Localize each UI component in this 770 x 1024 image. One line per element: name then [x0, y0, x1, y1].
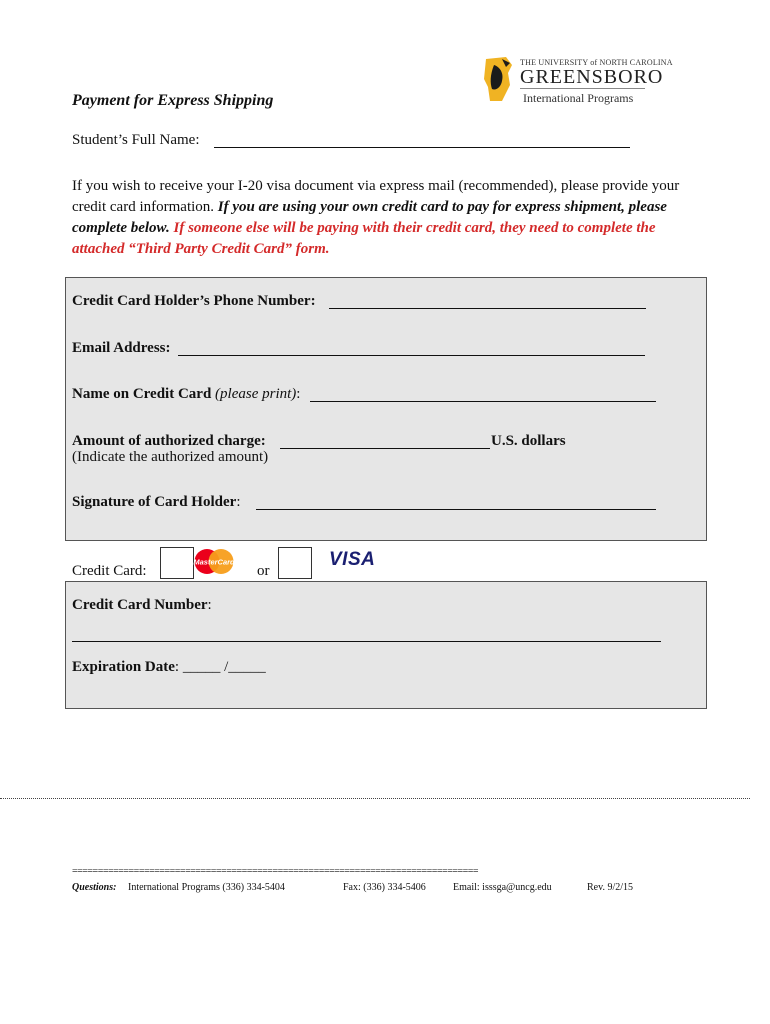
- dotted-divider: [0, 798, 750, 799]
- footer-questions-label: Questions:: [72, 882, 117, 893]
- logo-greensboro-text: GREENSBORO: [520, 66, 664, 88]
- amount-note: (Indicate the authorized amount): [72, 449, 269, 465]
- spartan-head-icon: [480, 55, 516, 105]
- student-name-row: [72, 132, 200, 149]
- intro-paragraph: [72, 176, 682, 260]
- name-on-card-label: Name on Credit Card: [72, 386, 212, 402]
- student-name-field[interactable]: [214, 147, 630, 148]
- expiration-row: [72, 659, 266, 676]
- intro-red-text: If someone else will be paying with their credit card, they need to complete the attached “Third Party Credit Card” form.: [72, 220, 656, 257]
- or-label: or: [257, 563, 270, 579]
- intro-bold-text: If you are using your own credit card to pay for express shipment, please complete below.: [72, 199, 667, 236]
- signature-row: [72, 494, 240, 511]
- name-on-card-row: [72, 386, 300, 403]
- visa-logo-text: VISA: [329, 549, 376, 570]
- footer-revision: Rev. 9/2/15: [587, 882, 634, 893]
- card-number-label: Credit Card Number: [72, 597, 208, 613]
- card-number-row: [72, 597, 212, 614]
- amount-field[interactable]: [280, 448, 490, 449]
- name-on-card-colon: :: [296, 386, 301, 402]
- name-on-card-field[interactable]: [310, 401, 656, 402]
- signature-field[interactable]: [256, 509, 656, 510]
- uncg-logo: [480, 55, 673, 105]
- signature-colon: :: [236, 494, 241, 510]
- phone-field[interactable]: [329, 308, 646, 309]
- logo-department-text: International Programs: [523, 91, 634, 105]
- form-title: Payment for Express Shipping: [72, 92, 274, 109]
- mastercard-logo-icon: [193, 548, 235, 575]
- expiration-label: Expiration Date: [72, 659, 175, 675]
- expiration-field[interactable]: _____ /_____: [182, 659, 266, 675]
- logo-university-text: THE UNIVERSITY of NORTH CAROLINA: [520, 58, 673, 67]
- card-number-field[interactable]: [72, 641, 661, 642]
- signature-label: Signature of Card Holder: [72, 494, 237, 510]
- email-field[interactable]: [178, 355, 645, 356]
- footer-fax: Fax: (336) 334-5406: [343, 882, 426, 893]
- email-label: Email Address:: [72, 340, 171, 356]
- footer-row: [72, 882, 116, 893]
- footer-email[interactable]: Email: isssga@uncg.edu: [453, 882, 552, 893]
- mastercard-checkbox[interactable]: [160, 547, 194, 579]
- phone-label: Credit Card Holder’s Phone Number:: [72, 293, 316, 309]
- card-number-colon: :: [207, 597, 212, 613]
- footer-equals-line: ===============================================================================: [72, 866, 479, 877]
- visa-checkbox[interactable]: [278, 547, 312, 579]
- expiration-colon: :: [174, 659, 183, 675]
- credit-card-label: Credit Card:: [72, 563, 147, 579]
- mastercard-logo-text: MasterCard: [193, 557, 235, 567]
- amount-label: Amount of authorized charge:: [72, 433, 266, 449]
- logo-divider: [520, 88, 645, 89]
- amount-unit: U.S. dollars: [491, 433, 566, 449]
- intro-plain-text: If you wish to receive your I-20 visa document via express mail (recommended), please provide your credit card information.: [72, 178, 680, 215]
- name-on-card-hint: (please print): [215, 386, 297, 402]
- student-name-label: Student’s Full Name:: [72, 132, 200, 148]
- footer-phone: International Programs (336) 334-5404: [128, 882, 285, 893]
